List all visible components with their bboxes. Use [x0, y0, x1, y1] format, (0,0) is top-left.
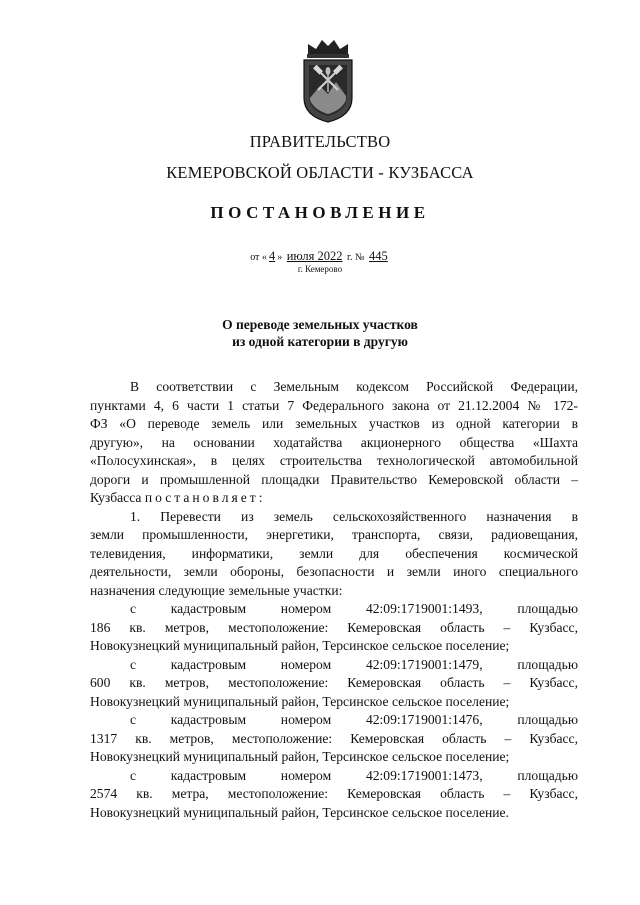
preamble-last-line — [90, 489, 578, 508]
parcel-line: 2574 кв. метра, местоположение: Кемеровская область – Кузбасс, — [90, 786, 578, 801]
title-line2: из одной категории в другую — [232, 334, 408, 349]
document-date-line — [0, 249, 640, 264]
parcel-line: Новокузнецкий муниципальный район, Терсинское сельское поселение; — [90, 638, 510, 653]
parcel-line: Новокузнецкий муниципальный район, Терсинское сельское поселение; — [90, 749, 510, 764]
preamble-line: другую», на основании ходатайства акционерного общества «Шахта — [90, 434, 578, 450]
clause1-line: земли промышленности, энергетики, транспорта, связи, радиовещания, — [90, 527, 578, 542]
parcel-line: с кадастровым номером 42:09:1719001:1493, площадью — [130, 601, 578, 616]
parcel-line: Новокузнецкий муниципальный район, Терсинское сельское поселение; — [90, 693, 510, 709]
date-prefix: от « — [250, 252, 267, 263]
resolve-word: постановляет: — [144, 490, 266, 505]
government-name-line1: ПРАВИТЕЛЬСТВО — [249, 132, 391, 151]
clause1-line: деятельности, земли обороны, безопасности и земли иного специального — [90, 564, 578, 579]
document-type-heading: ПОСТАНОВЛЕНИЕ — [210, 203, 430, 222]
parcel-line: с кадастровым номером 42:09:1719001:1479, площадью — [130, 656, 578, 672]
parcel-line: 186 кв. метров, местоположение: Кемеровская область – Кузбасс, — [90, 619, 578, 635]
date-day: 4 — [268, 249, 276, 263]
parcel-line: Новокузнецкий муниципальный район, Терсинское сельское поселение. — [90, 804, 509, 820]
clause1-line: 1. Перевести из земель сельскохозяйственного назначения в — [130, 508, 578, 524]
coat-of-arms-emblem — [296, 38, 360, 124]
document-title — [0, 316, 640, 350]
preamble-paragraph — [90, 378, 578, 822]
parcel-line: 1317 кв. метров, местоположение: Кемеровская область – Кузбасс, — [90, 730, 578, 746]
parcel-line: с кадастровым номером 42:09:1719001:1476, площадью — [130, 712, 578, 727]
preamble-line: В соответствии с Земельным кодексом Российской Федерации, — [130, 379, 578, 394]
date-month-year: июля 2022 — [286, 249, 343, 263]
preamble-line: «Полосухинская», в целях строительства технологической автомобильной — [90, 453, 578, 468]
government-name-line2: КЕМЕРОВСКОЙ ОБЛАСТИ - КУЗБАССА — [166, 163, 474, 182]
preamble-line: дороги и промышленной площадки Правительство Кемеровской области – — [90, 471, 578, 487]
date-mid: » — [277, 252, 283, 263]
parcel-line: 600 кв. метров, местоположение: Кемеровская область – Кузбасс, — [90, 675, 578, 690]
clause1-last-line: назначения следующие земельные участки: — [90, 582, 343, 598]
year-suffix: г. № — [347, 252, 365, 263]
preamble-last-text: Кузбасса — [90, 490, 145, 505]
preamble-line: ФЗ «О переводе земель или земельных участков из одной категории в — [90, 416, 578, 431]
title-line1: О переводе земельных участков — [222, 317, 418, 332]
parcel-line: с кадастровым номером 42:09:1719001:1473, площадью — [130, 767, 578, 783]
document-number: 445 — [369, 249, 388, 263]
issue-city: г. Кемерово — [297, 264, 343, 274]
clause1-line: телевидения, информатики, земли для обеспечения космической — [90, 545, 578, 561]
preamble-line: пунктами 4, 6 части 1 статьи 7 Федерального закона от 21.12.2004 № 172- — [90, 397, 578, 413]
